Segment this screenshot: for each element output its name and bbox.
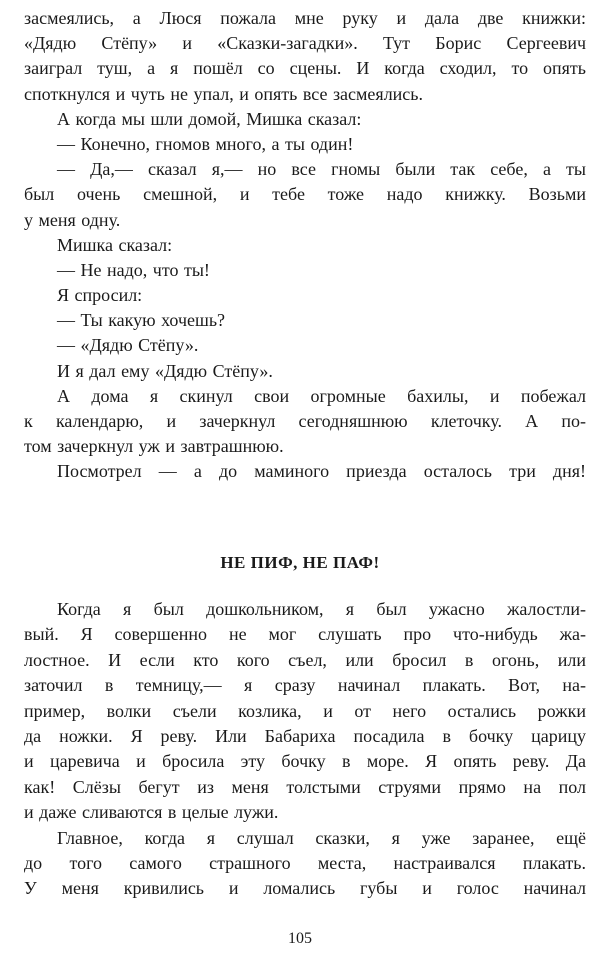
text-line: — Конечно, гномов много, а ты один! — [57, 133, 354, 154]
text-line: У меня кривились и ломались губы и голос начинал — [24, 878, 586, 899]
text-line: И я дал ему «Дядю Стёпу». — [57, 360, 273, 381]
text-line: — Не надо, что ты! — [57, 259, 210, 280]
text-line: заиграл туш, а я пошёл со сцены. И когда сходил, то опять — [24, 58, 586, 79]
text-line: Главное, когда я слушал сказки, я уже заранее, ещё — [57, 827, 586, 848]
text-line: лостное. И если кто кого съел, или бросил в огонь, или — [24, 649, 586, 670]
text-line: Посмотрел — а до маминого приезда осталось три дня! — [57, 461, 586, 482]
text-line: Я спросил: — [57, 285, 143, 306]
text-line: том зачеркнул уж и завтрашнюю. — [24, 436, 284, 457]
text-line: и царевича и бросила эту бочку в море. Я опять реву. Да — [24, 751, 586, 772]
text-line: Когда я был дошкольником, я был ужасно жалостли- — [57, 599, 586, 619]
text-line: А когда мы шли домой, Мишка сказал: — [57, 108, 362, 129]
text-line: и даже сливаются в целые лужи. — [24, 802, 279, 823]
text-line: заточил в темницу,— я сразу начинал плакать. Вот, на- — [24, 675, 586, 696]
text-line: пример, волки съели козлика, и от него остались рожки — [24, 700, 586, 721]
text-line: — «Дядю Стёпу». — [57, 335, 199, 356]
text-line: был очень смешной, и тебе тоже надо книжку. Возьми — [24, 184, 586, 205]
text-line: к календарю, и зачеркнул сегодняшнюю клеточку. А по- — [24, 411, 586, 431]
page-number: 105 — [288, 930, 312, 947]
text-line: как! Слёзы бегут из меня толстыми струями прямо на пол — [24, 776, 586, 797]
text-line: «Дядю Стёпу» и «Сказки-загадки». Тут Борис Сергеевич — [24, 33, 586, 54]
text-line: — Да,— сказал я,— но все гномы были так себе, а ты — [57, 159, 586, 180]
text-line: засмеялись, а Люся пожала мне руку и дала две книжки: — [24, 8, 586, 28]
chapter-heading: НЕ ПИФ, НЕ ПАФ! — [220, 553, 380, 572]
text-line: споткнулся и чуть не упал, и опять все засмеялись. — [24, 83, 424, 104]
text-line: до того самого страшного места, настраивался плакать. — [24, 852, 586, 873]
section-1-text — [24, 6, 586, 485]
section-2-text — [24, 597, 586, 902]
text-line: — Ты какую хочешь? — [57, 310, 226, 331]
text-line: Мишка сказал: — [57, 234, 173, 255]
text-line: вый. Я совершенно не мог слушать про что-нибудь жа- — [24, 624, 586, 645]
text-line: А дома я скинул свои огромные бахилы, и побежал — [57, 385, 586, 406]
text-line: у меня одну. — [24, 209, 121, 230]
text-line: да ножки. Я реву. Или Бабариха посадила в бочку царицу — [24, 725, 586, 746]
